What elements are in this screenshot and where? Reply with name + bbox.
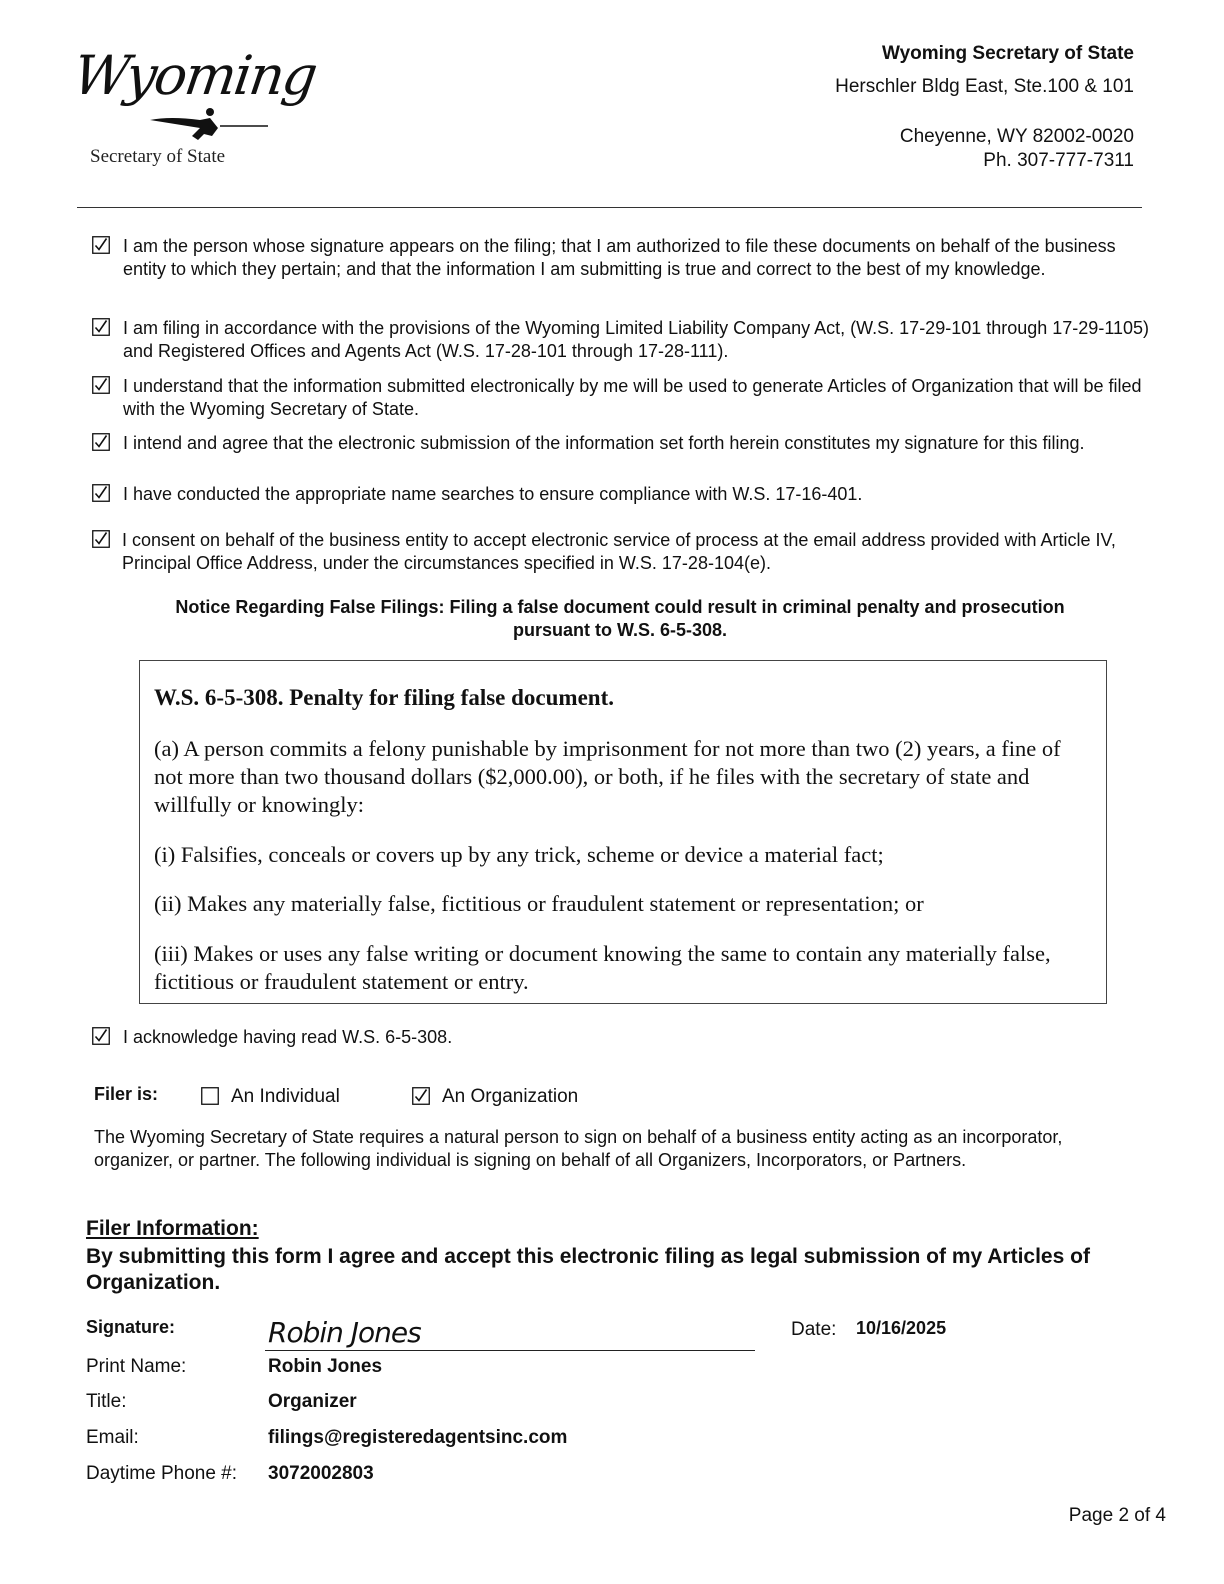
page-number: Page 2 of 4: [1068, 1505, 1166, 1526]
statute-title: W.S. 6-5-308. Penalty for filing false document.: [154, 685, 614, 710]
header-divider: [77, 207, 1142, 208]
office-phone: Ph. 307-777-7311: [983, 150, 1134, 171]
title-value: Organizer: [268, 1391, 357, 1412]
daytime-phone-value: 3072002803: [268, 1463, 374, 1484]
signature-value: Robin Jones: [268, 1316, 421, 1349]
attestation-text: I understand that the information submitted electronically by me will be used to generate Articles of Organization that will be filed with the Wyoming Secretary of State.: [123, 376, 1142, 419]
attestation-text: I intend and agree that the electronic submission of the information set forth herein constitutes my signature for this filing.: [123, 433, 1085, 453]
attestation-item: [92, 432, 1152, 480]
filer-individual-label: An Individual: [231, 1086, 340, 1107]
filer-information-heading: Filer Information:: [86, 1217, 259, 1240]
filer-individual-option[interactable]: [201, 1086, 351, 1110]
signature-label: Signature:: [86, 1317, 176, 1337]
print-name-value: Robin Jones: [268, 1356, 383, 1377]
checked-checkbox-icon[interactable]: [92, 318, 110, 336]
address-line-2: Cheyenne, WY 82002-0020: [899, 126, 1134, 147]
attestation-text: I have conducted the appropriate name searches to ensure compliance with W.S. 17-16-401.: [123, 484, 863, 504]
filer-organization-label: An Organization: [442, 1086, 579, 1107]
checked-checkbox-icon[interactable]: [92, 1027, 110, 1045]
statute-clause-ii: (ii) Makes any materially false, fictitious or fraudulent statement or representation; or: [154, 891, 924, 916]
signature-line: [265, 1350, 755, 1351]
statute-paragraph-a: (a) A person commits a felony punishable by imprisonment for not more than two (2) years, a fine of not more than two thousand dollars ($2,000.00), or both, if he files with the secretary of state and willfully or knowingly:: [154, 736, 1061, 817]
attestation-text: I am filing in accordance with the provisions of the Wyoming Limited Liability Company Act, (W.S. 17-29-101 through 17-29-1105) and Registered Offices and Agents Act (W.S. 17-28-101 through 17-28-111).: [123, 318, 1150, 361]
checked-checkbox-icon[interactable]: [92, 530, 110, 548]
filer-type-label: Filer is:: [94, 1084, 159, 1104]
logo-wordmark: Wyoming: [69, 44, 320, 107]
wyoming-sos-logo: [69, 38, 320, 173]
date-label: Date:: [791, 1319, 837, 1340]
filer-agreement-text: By submitting this form I agree and accept this electronic filing as legal submission of my Articles of Organization.: [86, 1245, 1090, 1294]
attestation-item: [92, 375, 1152, 423]
false-filing-notice: Notice Regarding False Filings: Filing a false document could result in criminal penalty and prosecution pursuant to W.S. 6-5-308.: [175, 597, 1065, 640]
date-value: 10/16/2025: [856, 1318, 947, 1338]
logo-subtitle: Secretary of State: [90, 146, 226, 167]
attestation-text: I consent on behalf of the business entity to accept electronic service of process at the email address provided with Article IV, Principal Office Address, under the circumstances specified in W.S. 17-28-104(e).: [122, 530, 1116, 573]
acknowledge-item: [92, 1026, 1152, 1050]
bucking-horse-rider-icon: [140, 106, 270, 146]
address-line-1: Herschler Bldg East, Ste.100 & 101: [835, 76, 1134, 97]
office-name: Wyoming Secretary of State: [881, 43, 1134, 64]
email-label: Email:: [86, 1427, 139, 1448]
unchecked-checkbox-icon[interactable]: [201, 1087, 219, 1105]
checked-checkbox-icon[interactable]: [92, 433, 110, 451]
checked-checkbox-icon[interactable]: [92, 236, 110, 254]
filer-organization-option[interactable]: [412, 1086, 592, 1110]
office-address-block: [835, 42, 1134, 173]
attestation-item: [92, 483, 1152, 507]
title-label: Title:: [86, 1391, 127, 1412]
print-name-label: Print Name:: [86, 1356, 187, 1377]
statute-box: [139, 660, 1107, 1004]
statute-clause-i: (i) Falsifies, conceals or covers up by any trick, scheme or device a material fact;: [154, 842, 884, 867]
checked-checkbox-icon[interactable]: [412, 1087, 430, 1105]
checked-checkbox-icon[interactable]: [92, 376, 110, 394]
attestation-text: I am the person whose signature appears on the filing; that I am authorized to file these documents on behalf of the business entity to which they pertain; and that the information I am submitting is true and correct to the best of my knowledge.: [123, 236, 1116, 279]
attestation-item: [92, 317, 1152, 365]
natural-person-note: The Wyoming Secretary of State requires a natural person to sign on behalf of a business entity acting as an incorporator, organizer, or partner. The following individual is signing on behalf of all Organizers, Incorporators, or Partners.: [94, 1127, 1063, 1170]
checked-checkbox-icon[interactable]: [92, 484, 110, 502]
statute-clause-iii: (iii) Makes or uses any false writing or document knowing the same to contain any materially false, fictitious or fraudulent statement or entry.: [154, 941, 1051, 994]
attestation-item: [92, 529, 1152, 577]
acknowledge-text: I acknowledge having read W.S. 6-5-308.: [123, 1027, 453, 1047]
attestation-item: [92, 235, 1152, 305]
email-value: filings@registeredagentsinc.com: [268, 1427, 568, 1448]
daytime-phone-label: Daytime Phone #:: [86, 1463, 238, 1484]
